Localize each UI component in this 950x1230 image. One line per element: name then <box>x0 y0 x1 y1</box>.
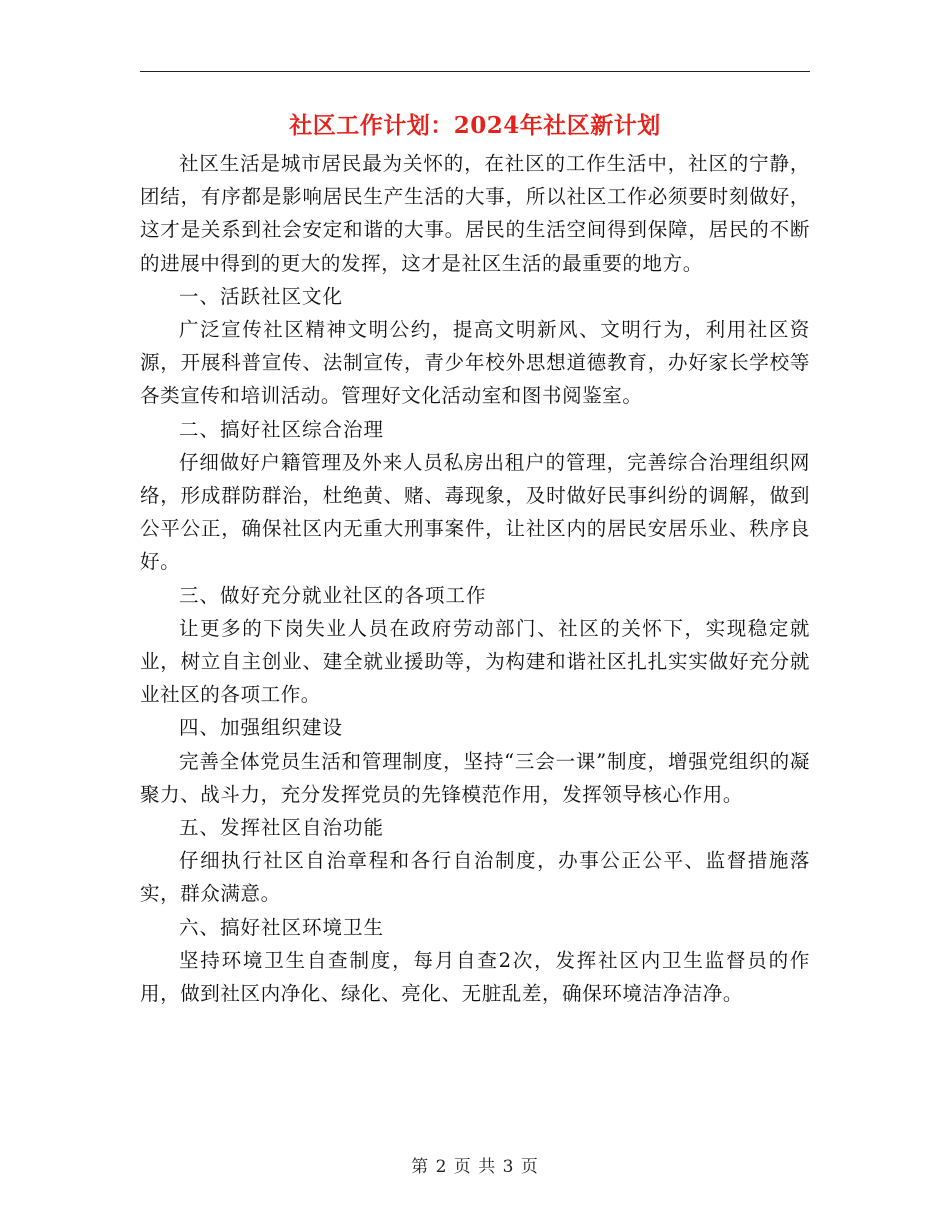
section-heading-3: 三、做好充分就业社区的各项工作 <box>179 583 487 607</box>
section-text-3: 让更多的下岗失业人员在政府劳动部门、社区的关怀下，实现稳定就业，树立自主创业、建全就业援助等，为构建和谐社区扎扎实实做好充分就业社区的各项工作。 <box>140 616 810 707</box>
document-title: 社区工作计划：2024年社区新计划 <box>289 112 661 139</box>
document-body <box>140 147 810 1010</box>
intro-paragraph: 社区生活是城市居民最为关怀的，在社区的工作生活中，社区的宁静，团结，有序都是影响居民生产生活的大事，所以社区工作必须要时刻做好，这才是关系到社会安定和谐的大事。居民的生活空间得到保障，居民的不断的进展中得到的更大的发挥，这才是社区生活的最重要的地方。 <box>140 152 810 275</box>
section-heading-1: 一、活跃社区文化 <box>179 284 344 308</box>
section-text-2: 仔细做好户籍管理及外来人员私房出租户的管理，完善综合治理组织网络，形成群防群治，杜绝黄、赌、毒现象，及时做好民事纠纷的调解，做到公平公正，确保社区内无重大刑事案件，让社区内的居民安居乐业、秩序良好。 <box>140 450 810 574</box>
section-text-6: 坚持环境卫生自查制度，每月自查2次，发挥社区内卫生监督员的作用，做到社区内净化、绿化、亮化、无脏乱差，确保环境洁净洁净。 <box>140 948 810 1006</box>
section-text-5: 仔细执行社区自治章程和各行自治制度，办事公正公平、监督措施落实，群众满意。 <box>140 849 810 906</box>
section-text-4: 完善全体党员生活和管理制度，坚持“三会一课”制度，增强党组织的凝聚力、战斗力，充分发挥党员的先锋模范作用，发挥领导核心作用。 <box>140 749 810 806</box>
header-rule <box>140 71 810 72</box>
page-number-footer: 第 2 页 共 3 页 <box>411 1157 539 1177</box>
section-heading-2: 二、搞好社区综合治理 <box>179 417 385 441</box>
section-heading-6: 六、搞好社区环境卫生 <box>179 915 385 939</box>
section-text-1: 广泛宣传社区精神文明公约，提高文明新风、文明行为，利用社区资源，开展科普宣传、法制宣传，青少年校外思想道德教育，办好家长学校等各类宣传和培训活动。管理好文化活动室和图书阅鉴室。 <box>140 318 810 408</box>
section-heading-5: 五、发挥社区自治功能 <box>179 816 385 840</box>
section-heading-4: 四、加强组织建设 <box>179 716 344 740</box>
